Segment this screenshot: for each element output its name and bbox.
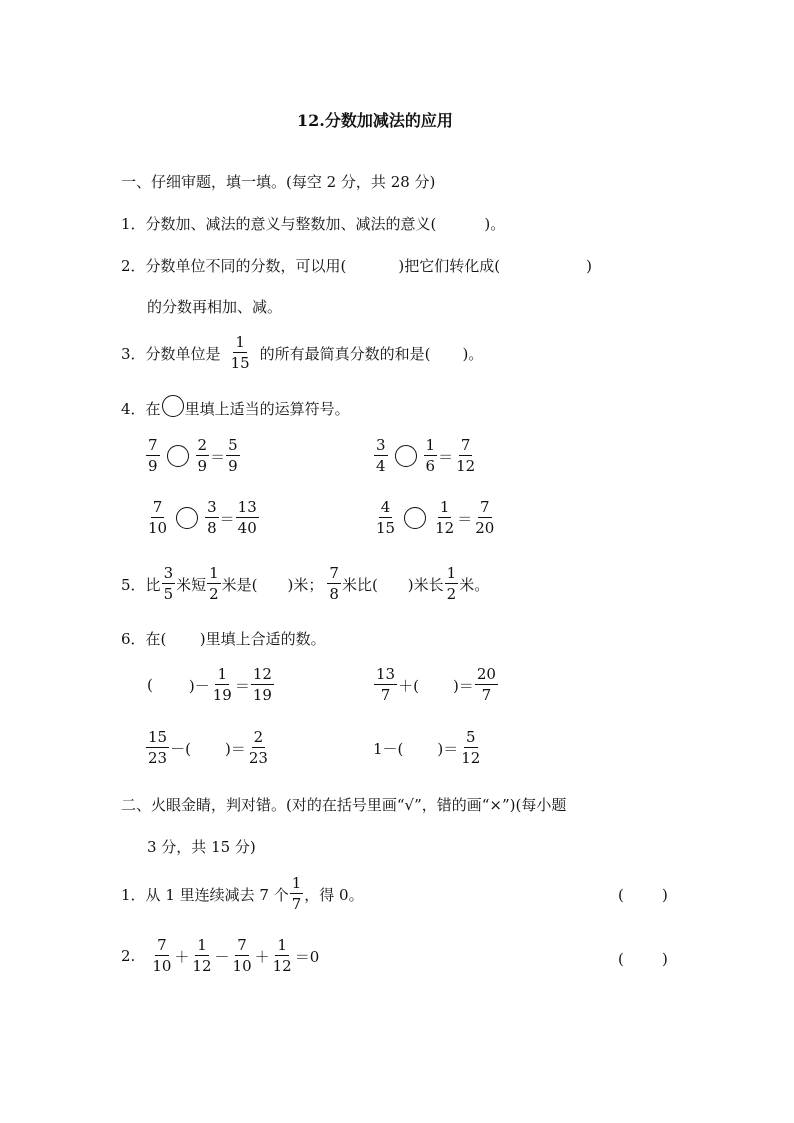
operator: ＋ bbox=[174, 947, 190, 966]
fraction: $\frac{12}{19}$ bbox=[252, 665, 272, 704]
equals-sign: ＝ bbox=[457, 509, 473, 528]
q-text: )把它们转化成( bbox=[398, 257, 501, 275]
operator-circle[interactable] bbox=[404, 507, 426, 529]
fraction: $\frac{20}{7}$ bbox=[476, 665, 496, 704]
q-text: ) bbox=[586, 256, 592, 275]
fraction: $\frac{7}{8}$ bbox=[329, 564, 339, 603]
q-text: 米比( bbox=[341, 575, 378, 594]
fraction: $\frac{7}{10}$ bbox=[232, 936, 252, 975]
q-text: )米； bbox=[287, 575, 324, 594]
fraction: $\frac{2}{23}$ bbox=[248, 728, 268, 767]
q-text: 分数加、减法的意义与整数加、减法的意义( bbox=[145, 215, 437, 233]
circle-icon bbox=[162, 395, 184, 417]
fraction: $\frac{1}{12}$ bbox=[192, 936, 212, 975]
equals-sign: ＝ bbox=[210, 447, 226, 466]
expression-6a bbox=[147, 667, 275, 703]
q-text: )米长 bbox=[407, 575, 444, 594]
question-4 bbox=[121, 398, 350, 419]
operator: )－ bbox=[188, 676, 210, 695]
fraction: $\frac{7}{10}$ bbox=[152, 936, 172, 975]
question-2 bbox=[121, 255, 592, 276]
q-number: 3． bbox=[121, 344, 146, 363]
expression-4c bbox=[145, 500, 260, 536]
question-2-line2: 的分数再相加、减。 bbox=[147, 298, 283, 316]
fraction: $\frac{7}{12}$ bbox=[456, 436, 476, 475]
q-number: 6． bbox=[121, 630, 146, 648]
section1-heading: 一、仔细审题，填一填。(每空 2 分，共 28 分) bbox=[121, 173, 436, 191]
expression-4b bbox=[373, 438, 478, 474]
answer-bracket[interactable]: ( ) bbox=[618, 886, 668, 904]
q-text: 米。 bbox=[459, 575, 490, 594]
fraction: $\frac{1}{12}$ bbox=[272, 936, 292, 975]
fraction: $\frac{1}{15}$ bbox=[230, 333, 250, 372]
section2-heading: 二、火眼金睛，判对错。(对的在括号里画“√”，错的画“×”)(每小题 bbox=[121, 796, 567, 814]
q-text: 里填上适当的运算符号。 bbox=[184, 400, 350, 418]
q-number: 2． bbox=[121, 257, 146, 275]
page-title: 12.分数加减法的应用 bbox=[297, 111, 453, 130]
fraction: $\frac{1}{2}$ bbox=[209, 564, 219, 603]
question-6 bbox=[121, 628, 326, 649]
paren: ( bbox=[147, 676, 153, 694]
fraction: $\frac{2}{9}$ bbox=[197, 436, 208, 475]
operator-circle[interactable] bbox=[176, 507, 198, 529]
fraction: $\frac{3}{5}$ bbox=[163, 564, 174, 603]
question-5 bbox=[121, 566, 489, 602]
fraction: $\frac{1}{6}$ bbox=[425, 436, 436, 475]
fraction: $\frac{1}{19}$ bbox=[212, 665, 232, 704]
fraction: $\frac{5}{12}$ bbox=[461, 728, 481, 767]
operator-circle[interactable] bbox=[167, 445, 189, 467]
expression-6c bbox=[145, 730, 271, 766]
fraction: $\frac{4}{15}$ bbox=[376, 498, 396, 537]
equals-sign: ＝0 bbox=[294, 947, 320, 966]
fraction: $\frac{1}{2}$ bbox=[446, 564, 457, 603]
q-text: )。 bbox=[484, 215, 506, 233]
section2-heading-line2: 3 分，共 15 分) bbox=[147, 838, 256, 856]
expression-6d bbox=[373, 730, 483, 766]
q-text: )。 bbox=[462, 344, 484, 363]
q-text: 的所有最简真分数的和是( bbox=[259, 344, 431, 363]
operator: )＝ bbox=[452, 676, 474, 695]
fraction: $\frac{13}{40}$ bbox=[237, 498, 257, 537]
q-number: 4． bbox=[121, 400, 146, 418]
judge-question-2 bbox=[121, 938, 319, 974]
question-1 bbox=[121, 213, 505, 234]
q-number: 1． bbox=[121, 215, 146, 233]
expression-6b bbox=[373, 667, 499, 703]
equals-sign: ＝ bbox=[438, 447, 454, 466]
operator: ＋( bbox=[398, 676, 419, 695]
q-text: 从 1 里连续减去 7 个 bbox=[145, 885, 289, 904]
equals-sign: ＝ bbox=[234, 676, 250, 695]
q-text: 分数单位是 bbox=[145, 344, 221, 363]
operator: ＋ bbox=[254, 947, 270, 966]
fraction: $\frac{3}{8}$ bbox=[207, 498, 217, 537]
equals-sign: ＝ bbox=[219, 509, 235, 528]
q-text: 分数单位不同的分数，可以用( bbox=[145, 257, 347, 275]
answer-bracket[interactable]: ( ) bbox=[618, 950, 668, 968]
operator: )＝ bbox=[224, 739, 246, 758]
expression-4a bbox=[145, 438, 241, 474]
fraction: $\frac{1}{12}$ bbox=[435, 498, 455, 537]
operator: )＝ bbox=[437, 739, 459, 758]
fraction: $\frac{5}{9}$ bbox=[228, 436, 238, 475]
q-text: 在 bbox=[145, 400, 161, 418]
q-text: 比 bbox=[145, 575, 161, 594]
fraction: $\frac{7}{20}$ bbox=[475, 498, 495, 537]
fraction: $\frac{3}{4}$ bbox=[376, 436, 386, 475]
question-3 bbox=[121, 335, 483, 371]
judge-question-1 bbox=[121, 876, 364, 912]
q-number: 5． bbox=[121, 575, 146, 594]
fraction: $\frac{7}{10}$ bbox=[148, 498, 168, 537]
operator: 1－( bbox=[373, 739, 404, 758]
q-text: 米短 bbox=[176, 575, 207, 594]
fraction: $\frac{7}{9}$ bbox=[148, 436, 158, 475]
operator: －( bbox=[170, 739, 191, 758]
q-number: 1． bbox=[121, 885, 146, 904]
q-text: ，得 0。 bbox=[304, 885, 364, 904]
fraction: $\frac{13}{7}$ bbox=[376, 665, 396, 704]
expression-4d bbox=[373, 500, 497, 536]
operator: － bbox=[214, 947, 230, 966]
q-text: 米是( bbox=[221, 575, 258, 594]
fraction: $\frac{15}{23}$ bbox=[148, 728, 168, 767]
operator-circle[interactable] bbox=[395, 445, 417, 467]
fraction: $\frac{1}{7}$ bbox=[291, 874, 302, 913]
q-number: 2. bbox=[121, 947, 136, 965]
q-text: 在( )里填上合适的数。 bbox=[145, 630, 326, 648]
